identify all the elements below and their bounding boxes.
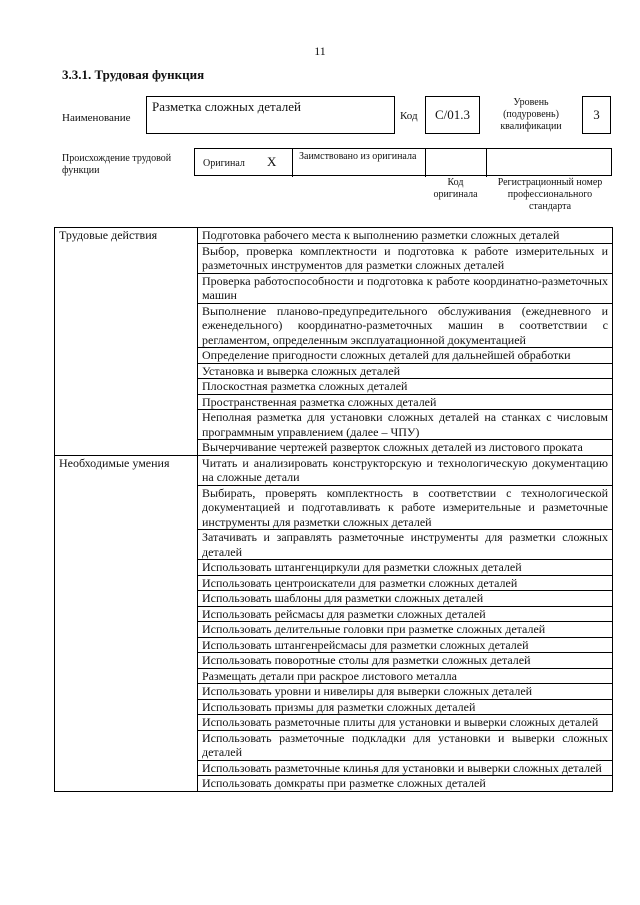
section-title: 3.3.1. Трудовая функция	[62, 67, 205, 82]
table-cell: Использовать разметочные плиты для установки и выверки сложных деталей	[198, 715, 613, 731]
table-cell: Проверка работоспособности и подготовка к работе координатно-разметочных машин	[198, 273, 613, 303]
name-label: Наименование	[62, 112, 131, 124]
table-cell: Использовать уровни и нивелиры для выверки сложных деталей	[198, 684, 613, 700]
table-cell: Использовать поворотные столы для разметки сложных деталей	[198, 653, 613, 669]
table-cell: Выполнение планово-предупредительного обслуживания (ежедневного и еженедельного) координатно-разметочных машин в соответствии с регламентом, определенным эксплуатационной документацией	[198, 303, 613, 348]
section-heading: Трудовые действия	[55, 228, 198, 456]
table-cell: Читать и анализировать конструкторскую и технологическую документацию на сложные детали	[198, 455, 613, 485]
original-cell	[195, 149, 293, 177]
table-cell: Выбор, проверка комплектности и подготовка к работе измерительных и разметочных инструментов для разметки сложных деталей	[198, 243, 613, 273]
table-cell: Использовать шаблоны для разметки сложных деталей	[198, 591, 613, 607]
table-cell: Неполная разметка для установки сложных деталей на станках с числовым программным управлением (далее – ЧПУ)	[198, 410, 613, 440]
table-cell: Вычерчивание чертежей разверток сложных деталей из листового проката	[198, 440, 613, 456]
original-label: Оригинал	[203, 158, 245, 169]
function-table	[54, 227, 613, 792]
table-cell: Затачивать и заправлять разметочные инструменты для разметки сложных деталей	[198, 530, 613, 560]
reg-number-cell	[487, 149, 611, 177]
table-cell: Использовать разметочные подкладки для установки и выверки сложных деталей	[198, 730, 613, 760]
table-cell: Определение пригодности сложных деталей для дальнейшей обработки	[198, 348, 613, 364]
page-number: 11	[314, 44, 326, 58]
original-mark: X	[267, 154, 277, 169]
borrowed-label: Заимствовано из оригинала	[299, 151, 417, 162]
table-cell: Подготовка рабочего места к выполнению разметки сложных деталей	[198, 228, 613, 244]
table-cell: Плоскостная разметка сложных деталей	[198, 379, 613, 395]
level-value: 3	[582, 96, 611, 134]
table-cell: Использовать штангенциркули для разметки сложных деталей	[198, 560, 613, 576]
table-cell: Использовать центроискатели для разметки сложных деталей	[198, 575, 613, 591]
code-original-label: Код оригинала	[433, 177, 478, 200]
table-row	[55, 455, 613, 485]
borrowed-cell	[293, 149, 426, 177]
origin-row	[194, 148, 612, 176]
table-row	[55, 228, 613, 244]
table-cell: Использовать штангенрейсмасы для разметки сложных деталей	[198, 637, 613, 653]
table-cell: Выбирать, проверять комплектность в соответствии с технологической документацией и подготавливать к работе измерительные и разметочные инструменты для разметки сложных деталей	[198, 485, 613, 530]
table-cell: Размещать детали при раскрое листового металла	[198, 668, 613, 684]
table-cell: Использовать домкраты при разметке сложных деталей	[198, 776, 613, 792]
table-cell: Использовать разметочные клинья для установки и выверки сложных деталей	[198, 760, 613, 776]
table-cell: Использовать делительные головки при разметке сложных деталей	[198, 622, 613, 638]
section-heading: Необходимые умения	[55, 455, 198, 791]
table-cell: Пространственная разметка сложных деталей	[198, 394, 613, 410]
code-value: С/01.3	[425, 96, 480, 134]
code-original-cell	[426, 149, 487, 177]
table-cell: Установка и выверка сложных деталей	[198, 363, 613, 379]
name-value: Разметка сложных деталей	[146, 96, 395, 134]
reg-number-label: Регистрационный номер профессионального стандарта	[497, 177, 603, 212]
table-cell: Использовать призмы для разметки сложных деталей	[198, 699, 613, 715]
origin-label: Происхождение трудовой функции	[62, 153, 172, 176]
table-cell: Использовать рейсмасы для разметки сложных деталей	[198, 606, 613, 622]
level-label: Уровень (подуровень) квалификации	[500, 97, 562, 132]
code-label: Код	[400, 110, 418, 122]
